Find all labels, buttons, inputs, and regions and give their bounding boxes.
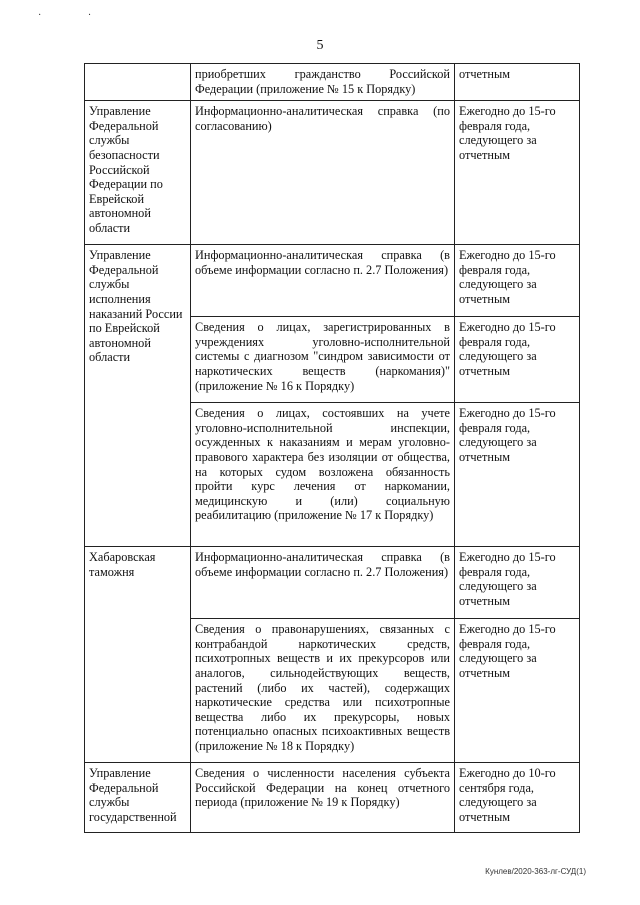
- document-cell: Сведения о лицах, состоявших на учете уголовно-исполнительной инспекции, осужденных к наказаниям и мерам уголовно-правового характера без изоляции от общества, на которых судом возложена обязанность пройти курс лечения от наркомании, медицинскую и (или) социальную реабилитацию (приложение № 17 к Порядку): [191, 403, 455, 547]
- deadline-cell: Ежегодно до 15-го февраля года, следующего за отчетным: [455, 547, 580, 619]
- org-cell: [85, 64, 191, 101]
- document-cell: Сведения о численности населения субъекта Российской Федерации на конец отчетного периода (приложение № 19 к Порядку): [191, 763, 455, 833]
- scan-specks: · ·: [38, 10, 114, 21]
- org-cell: Хабаровская таможня: [85, 547, 191, 763]
- table-row: [85, 245, 580, 317]
- document-cell: Информационно-аналитическая справка (по согласованию): [191, 101, 455, 245]
- deadline-cell: Ежегодно до 10-го сентября года, следующего за отчетным: [455, 763, 580, 833]
- deadline-cell: Ежегодно до 15-го февраля года, следующего за отчетным: [455, 403, 580, 547]
- document-cell: приобретших гражданство Российской Федерации (приложение № 15 к Порядку): [191, 64, 455, 101]
- page-number: 5: [316, 38, 324, 53]
- table-row: [85, 64, 580, 101]
- org-cell: Управление Федеральной службы исполнения наказаний России по Еврейской автономной области: [85, 245, 191, 547]
- deadline-cell: Ежегодно до 15-го февраля года, следующего за отчетным: [455, 101, 580, 245]
- deadline-cell: Ежегодно до 15-го февраля года, следующего за отчетным: [455, 619, 580, 763]
- table-row: [85, 101, 580, 245]
- document-code: Кунлев/2020-363-лг-СУД(1): [485, 867, 586, 876]
- table-row: [85, 547, 580, 619]
- deadline-cell: Ежегодно до 15-го февраля года, следующего за отчетным: [455, 245, 580, 317]
- org-cell: Управление Федеральной службы безопасности Российской Федерации по Еврейской автономной области: [85, 101, 191, 245]
- deadline-cell: отчетным: [455, 64, 580, 101]
- table-row: [85, 763, 580, 833]
- document-cell: Сведения о лицах, зарегистрированных в учреждениях уголовно-исполнительной системы с диагнозом "синдром зависимости от наркотических веществ (наркомания)" (приложение № 16 к Порядку): [191, 317, 455, 403]
- document-cell: Сведения о правонарушениях, связанных с контрабандой наркотических средств, психотропных веществ и их прекурсоров или аналогов, сильнодействующих веществ, растений (либо их частей), содержащих наркотические средства или психотропные вещества либо их прекурсоры, новых потенциально опасных психоактивных веществ (приложение № 18 к Порядку): [191, 619, 455, 763]
- reporting-table: [84, 63, 580, 833]
- document-cell: Информационно-аналитическая справка (в объеме информации согласно п. 2.7 Положения): [191, 547, 455, 619]
- org-cell: Управление Федеральной службы государственной: [85, 763, 191, 833]
- deadline-cell: Ежегодно до 15-го февраля года, следующего за отчетным: [455, 317, 580, 403]
- document-cell: Информационно-аналитическая справка (в объеме информации согласно п. 2.7 Положения): [191, 245, 455, 317]
